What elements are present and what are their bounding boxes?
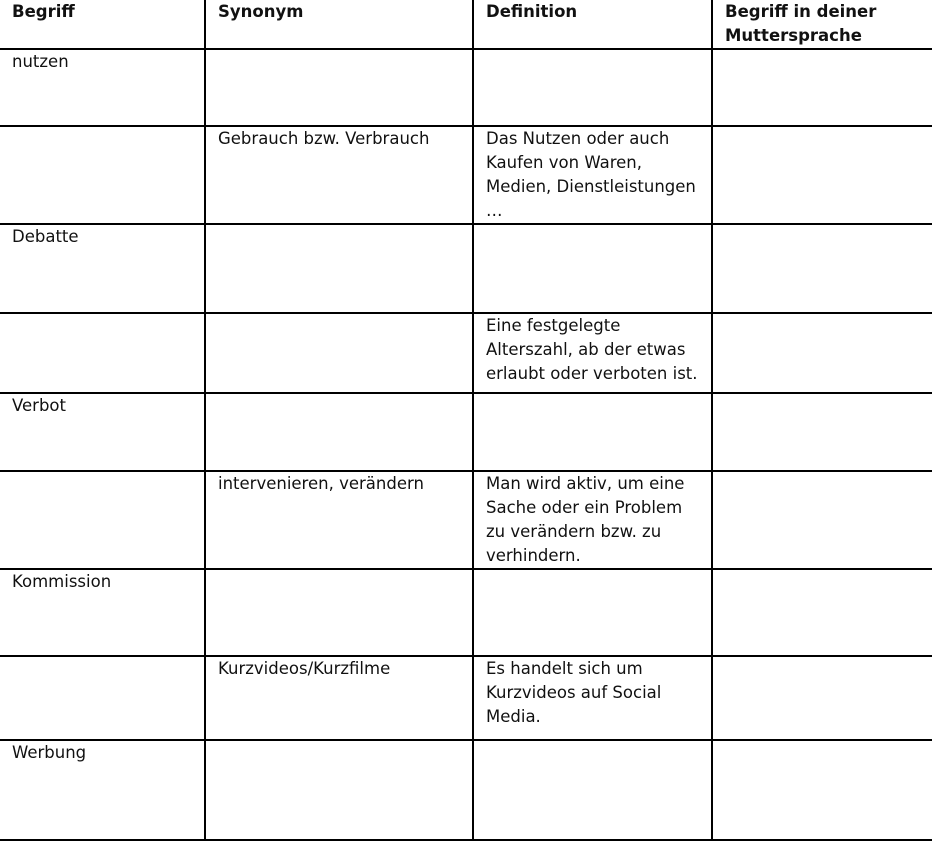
cell-definition[interactable]: [473, 740, 712, 840]
cell-begriff[interactable]: [0, 656, 205, 740]
table-row: [0, 656, 932, 740]
table-row: [0, 313, 932, 393]
cell-definition[interactable]: Es handelt sich um Kurzvideos auf Social Media.: [473, 656, 712, 740]
cell-definition[interactable]: [473, 224, 712, 313]
cell-synonym[interactable]: [205, 740, 473, 840]
cell-muttersprache[interactable]: [712, 313, 932, 393]
cell-begriff[interactable]: nutzen: [0, 49, 205, 126]
cell-synonym[interactable]: Gebrauch bzw. Verbrauch: [205, 126, 473, 224]
table-row: [0, 471, 932, 569]
cell-definition[interactable]: Eine festgelegte Alterszahl, ab der etwas erlaubt oder verboten ist.: [473, 313, 712, 393]
cell-synonym[interactable]: [205, 224, 473, 313]
table-row: [0, 224, 932, 313]
table-row: [0, 126, 932, 224]
cell-begriff[interactable]: [0, 126, 205, 224]
cell-synonym[interactable]: intervenieren, verändern: [205, 471, 473, 569]
cell-muttersprache[interactable]: [712, 49, 932, 126]
cell-muttersprache[interactable]: [712, 740, 932, 840]
cell-definition[interactable]: [473, 49, 712, 126]
cell-synonym[interactable]: [205, 393, 473, 471]
cell-muttersprache[interactable]: [712, 569, 932, 656]
cell-muttersprache[interactable]: [712, 126, 932, 224]
cell-definition[interactable]: Man wird aktiv, um eine Sache oder ein Problem zu verändern bzw. zu verhindern.: [473, 471, 712, 569]
cell-synonym[interactable]: [205, 49, 473, 126]
cell-begriff[interactable]: Kommission: [0, 569, 205, 656]
header-synonym: Synonym: [205, 0, 473, 49]
cell-synonym[interactable]: [205, 569, 473, 656]
cell-muttersprache[interactable]: [712, 393, 932, 471]
cell-definition[interactable]: Das Nutzen oder auch Kaufen von Waren, Medien, Dienstleistungen …: [473, 126, 712, 224]
cell-synonym[interactable]: [205, 313, 473, 393]
table-row: [0, 740, 932, 840]
header-muttersprache: Begriff in deiner Muttersprache: [712, 0, 932, 49]
cell-begriff[interactable]: Debatte: [0, 224, 205, 313]
cell-begriff[interactable]: Werbung: [0, 740, 205, 840]
header-definition: Definition: [473, 0, 712, 49]
cell-begriff[interactable]: [0, 313, 205, 393]
cell-definition[interactable]: [473, 569, 712, 656]
table-row: [0, 49, 932, 126]
cell-muttersprache[interactable]: [712, 224, 932, 313]
table-header-row: [0, 0, 932, 49]
table-row: [0, 393, 932, 471]
cell-synonym[interactable]: Kurzvideos/Kurzfilme: [205, 656, 473, 740]
header-begriff: Begriff: [0, 0, 205, 49]
cell-begriff[interactable]: [0, 471, 205, 569]
cell-muttersprache[interactable]: [712, 471, 932, 569]
table-row: [0, 569, 932, 656]
cell-definition[interactable]: [473, 393, 712, 471]
cell-begriff[interactable]: Verbot: [0, 393, 205, 471]
cell-muttersprache[interactable]: [712, 656, 932, 740]
